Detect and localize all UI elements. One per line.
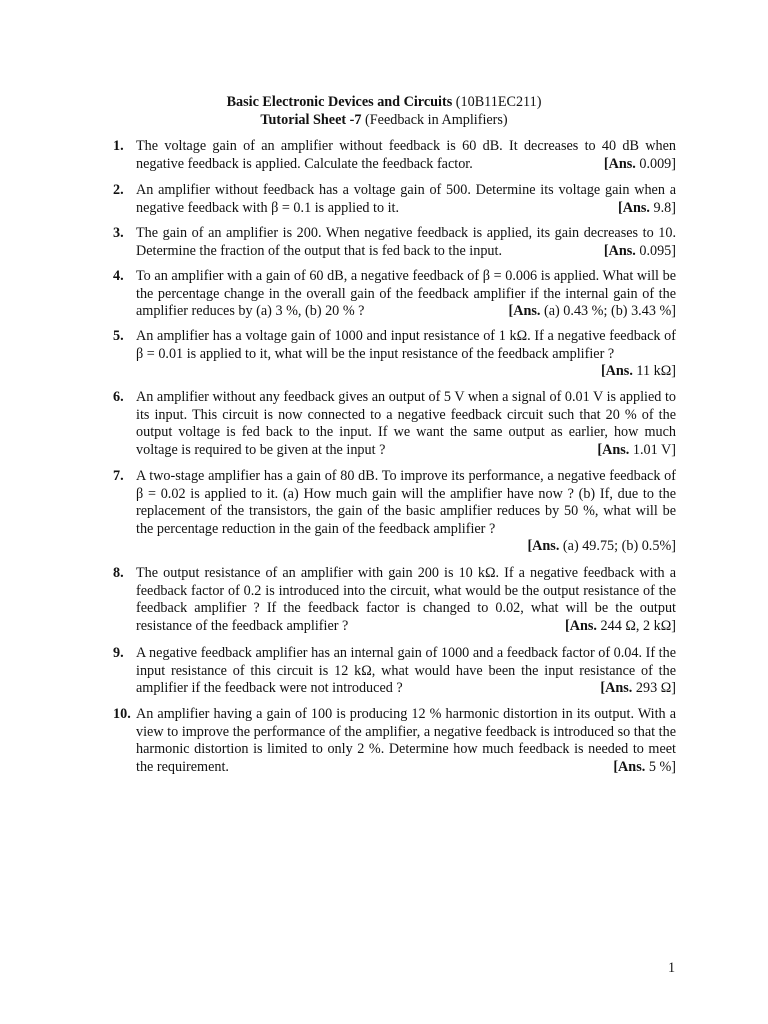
question-number: 5. [113, 328, 124, 344]
question-text: An amplifier having a gain of 100 is producing 12 % harmonic distortion in its output. With a view to improve the performance of the amplifier, a negative feedback is introduced so that the harmonic distortion is limited to only 2 %. Determine how much feedback is needed to meet the requirement. [Ans. 5 %] [136, 706, 676, 775]
answer: [Ans. 0.095] [603, 242, 676, 259]
question-1 [113, 138, 676, 173]
question-number: 2. [113, 182, 124, 198]
answer: [Ans. 244 Ω, 2 kΩ] [565, 617, 676, 634]
question-8 [113, 565, 676, 635]
question-text: The output resistance of an amplifier with gain 200 is 10 kΩ. If a negative feedback with a feedback factor of 0.2 is introduced into the circuit, what would be the output resistance of the feedback amplifier ? If the feedback factor is changed to 0.02, what will be the output resistance of the feedback amplifier ? [Ans. 244 Ω, 2 kΩ] [136, 565, 676, 634]
question-6 [113, 389, 676, 459]
question-5 [113, 328, 676, 381]
document-header [0, 93, 768, 129]
answer: [Ans. 293 Ω] [600, 680, 676, 697]
question-number: 1. [113, 138, 124, 154]
answer: [Ans. (a) 49.75; (b) 0.5%] [527, 538, 676, 555]
question-7 [113, 468, 676, 556]
question-text: The gain of an amplifier is 200. When negative feedback is applied, its gain decreases to 10. Determine the fraction of the output that is fed back to the input. [Ans. 0.095] [136, 225, 676, 259]
question-text: A negative feedback amplifier has an internal gain of 1000 and a feedback factor of 0.04. If the input resistance of this circuit is 12 kΩ, what would have been the input resistance of the amplifier if the feedback were not introduced ? [Ans. 293 Ω] [136, 645, 676, 697]
question-text: To an amplifier with a gain of 60 dB, a negative feedback of β = 0.006 is applied. What will be the percentage change in the overall gain of the feedback amplifier if the internal gain of the amplifier reduces by (a) 3 %, (b) 20 % ? [Ans. (a) 0.43 %; (b) 3.43 %] [136, 268, 676, 320]
question-9 [113, 645, 676, 698]
question-text: An amplifier without feedback has a voltage gain of 500. Determine its voltage gain when a negative feedback with β = 0.1 is applied to it. [Ans. 9.8] [136, 182, 676, 216]
question-text: An amplifier without any feedback gives an output of 5 V when a signal of 0.01 V is applied to its input. This circuit is now connected to a negative feedback circuit such that 20 % of the output voltage is fed back to the input. If we want the same output as earlier, how much voltage is required to be given at the input ? [Ans. 1.01 V] [136, 389, 676, 458]
answer: [Ans. 11 kΩ] [600, 363, 676, 380]
question-number: 4. [113, 268, 124, 284]
question-text: An amplifier has a voltage gain of 1000 and input resistance of 1 kΩ. If a negative feedback of β = 0.01 is applied to it, what will be the input resistance of the feedback amplifier ? [Ans. 11 kΩ] [136, 328, 676, 380]
answer: [Ans. 0.009] [603, 155, 676, 172]
answer: [Ans. (a) 0.43 %; (b) 3.43 %] [508, 303, 676, 320]
question-number: 6. [113, 389, 124, 405]
answer: [Ans. 1.01 V] [597, 441, 676, 458]
question-number: 3. [113, 225, 124, 241]
sheet-title: Tutorial Sheet -7 (Feedback in Amplifiers) [260, 112, 508, 128]
question-10 [113, 706, 676, 776]
question-number: 7. [113, 468, 124, 484]
course-title: Basic Electronic Devices and Circuits (10B11EC211) [226, 94, 542, 110]
question-2 [113, 182, 676, 217]
answer: [Ans. 5 %] [613, 758, 676, 775]
question-text: A two-stage amplifier has a gain of 80 dB. To improve its performance, a negative feedback of β = 0.02 is applied to it. (a) How much gain will the amplifier have now ? (b) If, due to the replacement of the transistors, the gain of the basic amplifier reduces by 50 %, what will be the percentage reduction in the gain of the feedback amplifier ? [Ans. (a) 49.75; (b) 0.5%] [136, 468, 676, 555]
answer: [Ans. 9.8] [618, 199, 676, 216]
page-number: 1 [668, 960, 676, 976]
question-4 [113, 268, 676, 321]
question-3 [113, 225, 676, 260]
question-number: 10. [113, 706, 131, 722]
question-text: The voltage gain of an amplifier without feedback is 60 dB. It decreases to 40 dB when negative feedback is applied. Calculate the feedback factor. [Ans. 0.009] [136, 138, 676, 172]
question-number: 9. [113, 645, 124, 661]
question-number: 8. [113, 565, 124, 581]
